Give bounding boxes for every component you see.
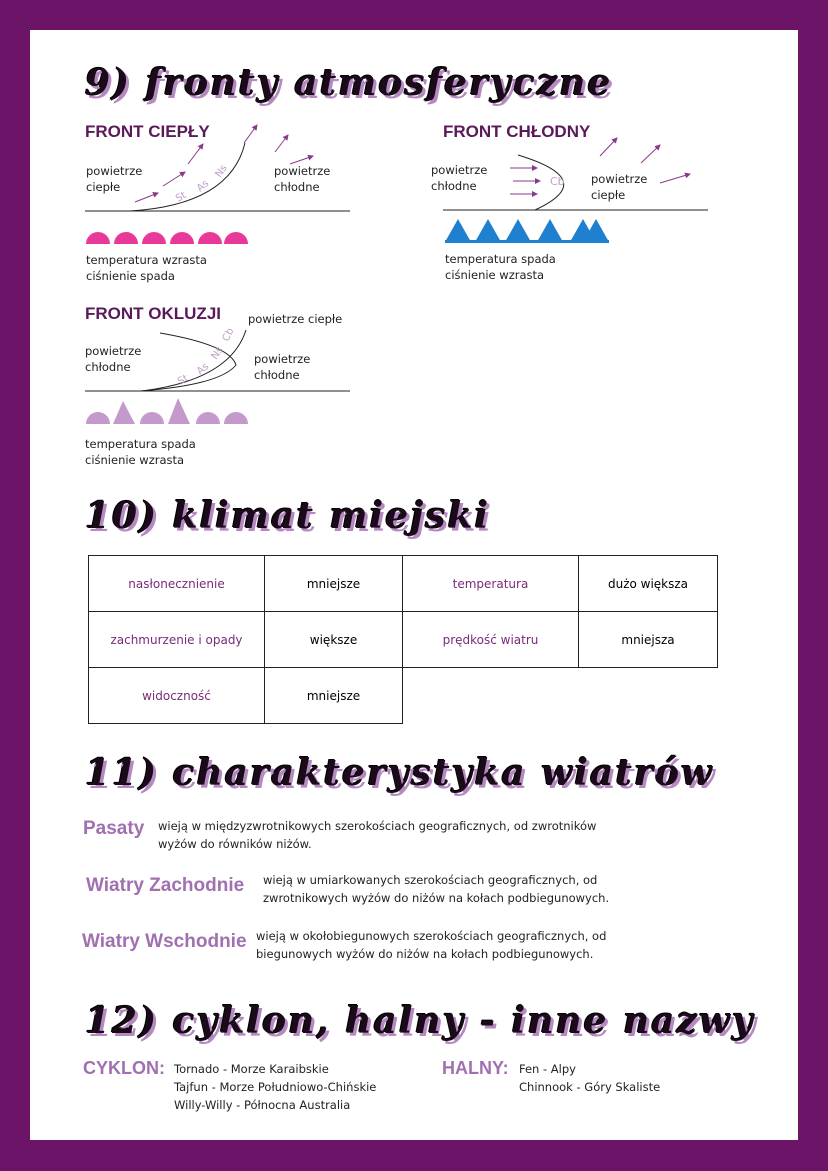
heading-fronts: 9) fronty atmosferyczne: [85, 62, 613, 104]
heading-winds: 11) charakterystyka wiatrów: [85, 752, 714, 794]
cyclone-names: Tornado - Morze Karaibskie Tajfun - Morze Południowo-Chińskie Willy-Willy - Północna Australia: [174, 1062, 377, 1112]
occlusion-top-label: powietrze ciepłe: [248, 312, 343, 326]
table-row: [89, 668, 718, 724]
cold-effect: temperatura spada ciśnienie wzrasta: [445, 252, 556, 282]
cloud-label: St: [176, 372, 191, 388]
cloud-label: Cb: [220, 326, 237, 344]
cloud-label: Ns: [209, 345, 226, 362]
empty-cell: [403, 668, 579, 724]
cloud-label: St: [174, 189, 189, 205]
cyclone-label: CYKLON:: [83, 1058, 165, 1078]
heading-urban-climate: 10) klimat miejski: [85, 495, 491, 537]
table-cell-key: temperatura: [403, 556, 579, 612]
table-cell-key: zachmurzenie i opady: [89, 612, 265, 668]
occlusion-left-label: powietrze chłodne: [85, 344, 142, 374]
cold-front-title: FRONT CHŁODNY: [443, 122, 591, 141]
warm-front-surface: [130, 143, 245, 211]
table-row: [89, 556, 718, 612]
wind-name: Pasaty: [83, 818, 145, 839]
table-cell-value: większe: [265, 612, 403, 668]
table-cell-key: prędkość wiatru: [403, 612, 579, 668]
warm-right-label: powietrze chłodne: [274, 164, 331, 194]
wind-description: wieją w okołobiegunowych szerokościach geograficznych, od biegunowych wyżów do niżów na kołach podbiegunowych.: [256, 929, 607, 961]
heading-other-names: 12) cyklon, halny - inne nazwy: [85, 1000, 755, 1042]
cloud-label: Cb: [550, 175, 565, 188]
table-cell-value: mniejsze: [265, 668, 403, 724]
halny-names: Fen - Alpy Chinnook - Góry Skaliste: [519, 1062, 661, 1094]
halny-label: HALNY:: [442, 1058, 509, 1078]
wind-description: wieją w międzyzwrotnikowych szerokościach geograficznych, od zwrotników wyżów do równików niżów.: [158, 819, 597, 851]
cloud-label: As: [194, 178, 212, 195]
occlusion-front-title: FRONT OKLUZJI: [85, 304, 221, 323]
cloud-label: As: [194, 361, 212, 378]
table-cell-value: dużo większa: [579, 556, 718, 612]
table-cell-key: nasłonecznienie: [89, 556, 265, 612]
warm-front-title: FRONT CIEPŁY: [85, 122, 210, 141]
warm-front-symbol: [86, 232, 248, 244]
table-cell-key: widoczność: [89, 668, 265, 724]
empty-cell: [579, 668, 718, 724]
cold-front-symbol: [445, 219, 609, 243]
warm-left-label: powietrze ciepłe: [86, 164, 143, 194]
table-row: [89, 612, 718, 668]
wind-name: Wiatry Zachodnie: [86, 875, 245, 896]
warm-effect: temperatura wzrasta ciśnienie spada: [86, 253, 207, 283]
occlusion-front-symbol: [86, 398, 248, 424]
cloud-label: Ns: [213, 163, 230, 180]
occlusion-right-label: powietrze chłodne: [254, 352, 311, 382]
wind-description: wieją w umiarkowanych szerokościach geograficznych, od zwrotnikowych wyżów do niżów na kołach podbiegunowych.: [263, 873, 610, 905]
table-cell-value: mniejsze: [265, 556, 403, 612]
occlusion-effect: temperatura spada ciśnienie wzrasta: [85, 437, 196, 467]
urban-climate-table: [88, 555, 718, 724]
cold-right-label: powietrze ciepłe: [591, 172, 648, 202]
table-cell-value: mniejsza: [579, 612, 718, 668]
cold-left-label: powietrze chłodne: [431, 163, 488, 193]
wind-name: Wiatry Wschodnie: [82, 931, 247, 952]
